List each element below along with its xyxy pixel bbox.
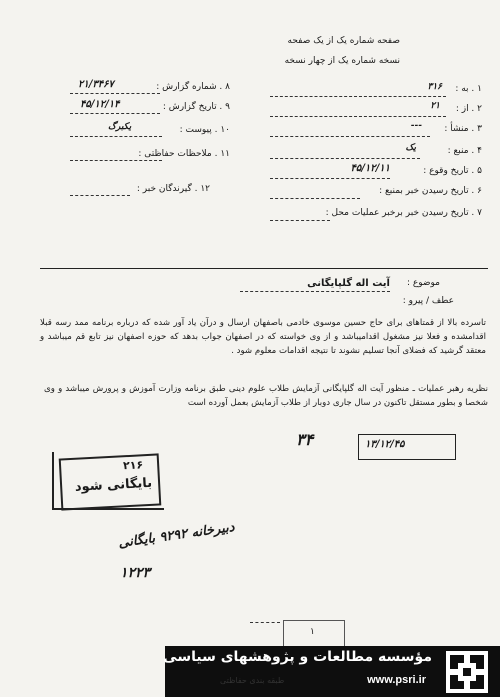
header-divider — [40, 268, 488, 269]
field-label-to: ۱ . به : — [455, 84, 482, 94]
field-line-event-date — [270, 178, 390, 179]
field-line-ops-date — [270, 220, 330, 221]
security-notes-line — [70, 160, 162, 161]
security-notes-label: ۱۱ . ملاحظات حفاظتی : — [138, 149, 230, 159]
handwritten-archive-note: دبیرخانه ۹۲۹۲ بایگانی — [117, 519, 236, 552]
subject-line — [240, 291, 390, 292]
institute-name: مؤسسه مطالعات و پژوهشهای سیاسی — [163, 649, 432, 665]
subject-value: آیت اله گلپایگانی — [307, 278, 390, 289]
field-line-source-date — [270, 198, 360, 199]
subject-label: موضوع : — [406, 278, 440, 288]
recipients-line — [70, 195, 130, 196]
field-label-source: ۴ . منبع : — [447, 146, 482, 156]
recipients-label: ۱۲ . گیرندگان خبر : — [136, 184, 210, 194]
page-number-line: صفحه شماره یک از یک صفحه — [287, 36, 400, 46]
page-box-value: ۱ — [310, 627, 315, 637]
field-line-origin — [270, 136, 430, 137]
institute-logo-icon — [446, 651, 488, 693]
field-value-from: ۲۱ — [430, 101, 440, 111]
field-value-source: یک — [405, 143, 416, 153]
archive-stamp-label: بایگانی شود — [74, 475, 153, 495]
field-label-event-date: ۵ . تاریخ وقوع : — [423, 166, 482, 176]
field-value-to: ۳۱۶ — [427, 82, 442, 92]
report-date-label: ۹ . تاریخ گزارش : — [162, 102, 230, 112]
archive-stamp — [59, 453, 162, 510]
security-classification-note: طبقه بندی حفاظتی — [220, 676, 285, 685]
field-line-to — [270, 96, 446, 97]
report-body: تاسرده بالا از قمتاهای برای حاج حسین موسوی خادمی باصفهان ارسال و درآن یاد آور شده که درباره برنامه ممد رسه قبلا اقدامشده و فعلا نیز مشغول اقدامیباشد و از وی خواسته که در اصفهان جواب بدهد که حوزه اصفهان نیز تابع قم میباشد و معتقد گرشید که فضلای آنجا تسلیم نشوند تا نتیجه اقدامات معلوم شود . — [40, 318, 486, 356]
report-number-label: ۸ . شماره گزارش : — [156, 82, 230, 92]
attachment-line — [70, 136, 162, 137]
report-date-value: ۴۵/۱۲/۱۴ — [80, 99, 120, 110]
field-label-ops-date: ۷ . تاریخ رسیدن خبر برخبر عملیات محل : — [325, 208, 482, 218]
report-number-line — [70, 93, 160, 94]
page-box — [283, 620, 345, 648]
operations-assessment: نظریه رهبر عملیات ـ منظور آیت اله گلپایگانی آزمایش طلاب علوم دینی طبق برنامه وزارت آموزش و پرورش میباشد و وی شخصا و بطور مستقل تاکنون در سال جاری دوبار از طلاب آزمایش بعمل آورده است — [44, 384, 488, 408]
copy-number-line: نسخه شماره یک از چهار نسخه — [284, 56, 400, 66]
reference-stamp-box — [358, 434, 456, 460]
field-value-event-date: ۴۵/۱۲/۱۱ — [350, 163, 390, 174]
reference-stamp-value: ۱۳/۱۲/۴۵ — [365, 439, 405, 450]
reference-label: عطف / پیرو : — [402, 296, 454, 306]
archive-stamp-number: ۲۱۶ — [122, 458, 144, 473]
institute-url[interactable]: www.psri.ir — [367, 674, 426, 686]
handwritten-signature-mark: ۳۴ — [296, 430, 314, 449]
field-line-from — [270, 116, 446, 117]
field-value-origin: --- — [410, 121, 422, 131]
report-date-line — [70, 113, 160, 114]
footer-dash — [250, 622, 280, 623]
field-label-source-date: ۶ . تاریخ رسیدن خبر بمنبع : — [379, 186, 482, 196]
field-label-from: ۲ . از : — [455, 104, 482, 114]
report-number-value: ۲۱/۳۴۶۷ — [78, 79, 114, 90]
handwritten-code: ۱۲۲۳ — [120, 565, 151, 581]
attachment-label: ۱۰ . پیوست : — [179, 125, 230, 135]
field-label-origin: ۳ . منشأ : — [444, 124, 482, 134]
field-line-source — [270, 158, 420, 159]
attachment-value: یکبرگ — [108, 122, 132, 132]
